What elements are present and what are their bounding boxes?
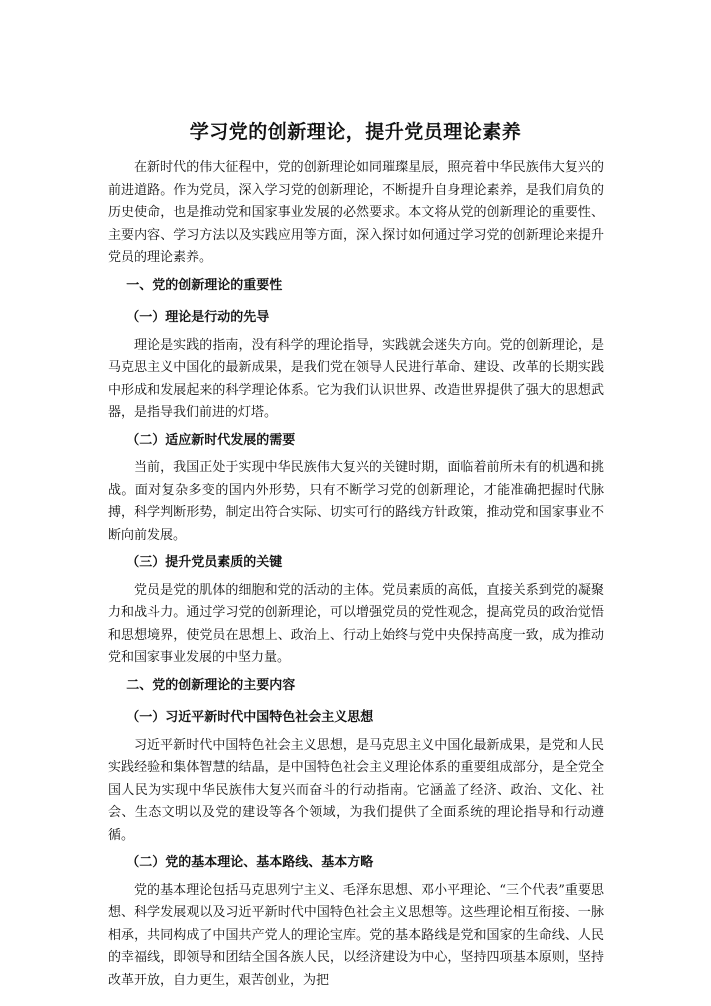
paragraph-theory-guides-action: 理论是实践的指南，没有科学的理论指导，实践就会迷失方向。党的创新理论，是马克思主义中国化的最新成果，是我们党在领导人民进行革命、建设、改革的长期实践中形成和发展起来的科学理论体系。它为我们认识世界、改造世界提供了强大的思想武器，是指导我们前进的灯塔。 <box>108 337 604 420</box>
subsection-heading-xi-thought: （一）习近平新时代中国特色社会主义思想 <box>126 710 374 725</box>
subsection-heading-basic-theory: （二）党的基本理论、基本路线、基本方略 <box>126 855 374 870</box>
intro-paragraph: 在新时代的伟大征程中，党的创新理论如同璀璨星辰，照亮着中华民族伟大复兴的前进道路。作为党员，深入学习党的创新理论，不断提升自身理论素养，是我们肩负的历史使命，也是推动党和国家事业发展的必然要求。本文将从党的创新理论的重要性、主要内容、学习方法以及实践应用等方面，深入探讨如何通过学习党的创新理论来提升党员的理论素养。 <box>108 160 604 265</box>
paragraph-new-era-needs: 当前，我国正处于实现中华民族伟大复兴的关键时期，面临着前所未有的机遇和挑战。面对复杂多变的国内外形势，只有不断学习党的创新理论，才能准确把握时代脉搏，科学判断形势，制定出符合实际、切实可行的路线方针政策，推动党和国家事业不断向前发展。 <box>108 460 604 543</box>
paragraph-member-quality: 党员是党的肌体的细胞和党的活动的主体。党员素质的高低，直接关系到党的凝聚力和战斗力。通过学习党的创新理论，可以增强党员的党性观念，提高党员的政治觉悟和思想境界，使党员在思想上、政治上、行动上始终与党中央保持高度一致，成为推动党和国家事业发展的中坚力量。 <box>108 582 604 665</box>
paragraph-xi-thought: 习近平新时代中国特色社会主义思想，是马克思主义中国化最新成果，是党和人民实践经验和集体智慧的结晶，是中国特色社会主义理论体系的重要组成部分，是全党全国人民为实现中华民族伟大复兴而奋斗的行动指南。它涵盖了经济、政治、文化、社会、生态文明以及党的建设等各个领域，为我们提供了全面系统的理论指导和行动遵循。 <box>108 737 604 843</box>
document-title: 学习党的创新理论，提升党员理论素养 <box>189 121 522 143</box>
subsection-heading-new-era-needs: （二）适应新时代发展的需要 <box>126 432 296 448</box>
subsection-heading-member-quality: （三）提升党员素质的关键 <box>126 555 283 570</box>
section-heading-main-content: 二、党的创新理论的主要内容 <box>126 677 296 693</box>
paragraph-basic-theory: 党的基本理论包括马克思列宁主义、毛泽东思想、邓小平理论、“三个代表”重要思想、科学发展观以及习近平新时代中国特色社会主义思想等。这些理论相互衔接、一脉相承，共同构成了中国共产党人的理论宝库。党的基本路线是党和国家的生命线、人民的幸福线，即领导和团结全国各族人民，以经济建设为中心，坚持四项基本原则，坚持改革开放，自力更生，艰苦创业，为把 <box>108 882 604 988</box>
subsection-heading-theory-guides-action: （一）理论是行动的先导 <box>126 310 270 325</box>
section-heading-importance: 一、党的创新理论的重要性 <box>126 277 283 293</box>
document-body <box>108 157 604 992</box>
